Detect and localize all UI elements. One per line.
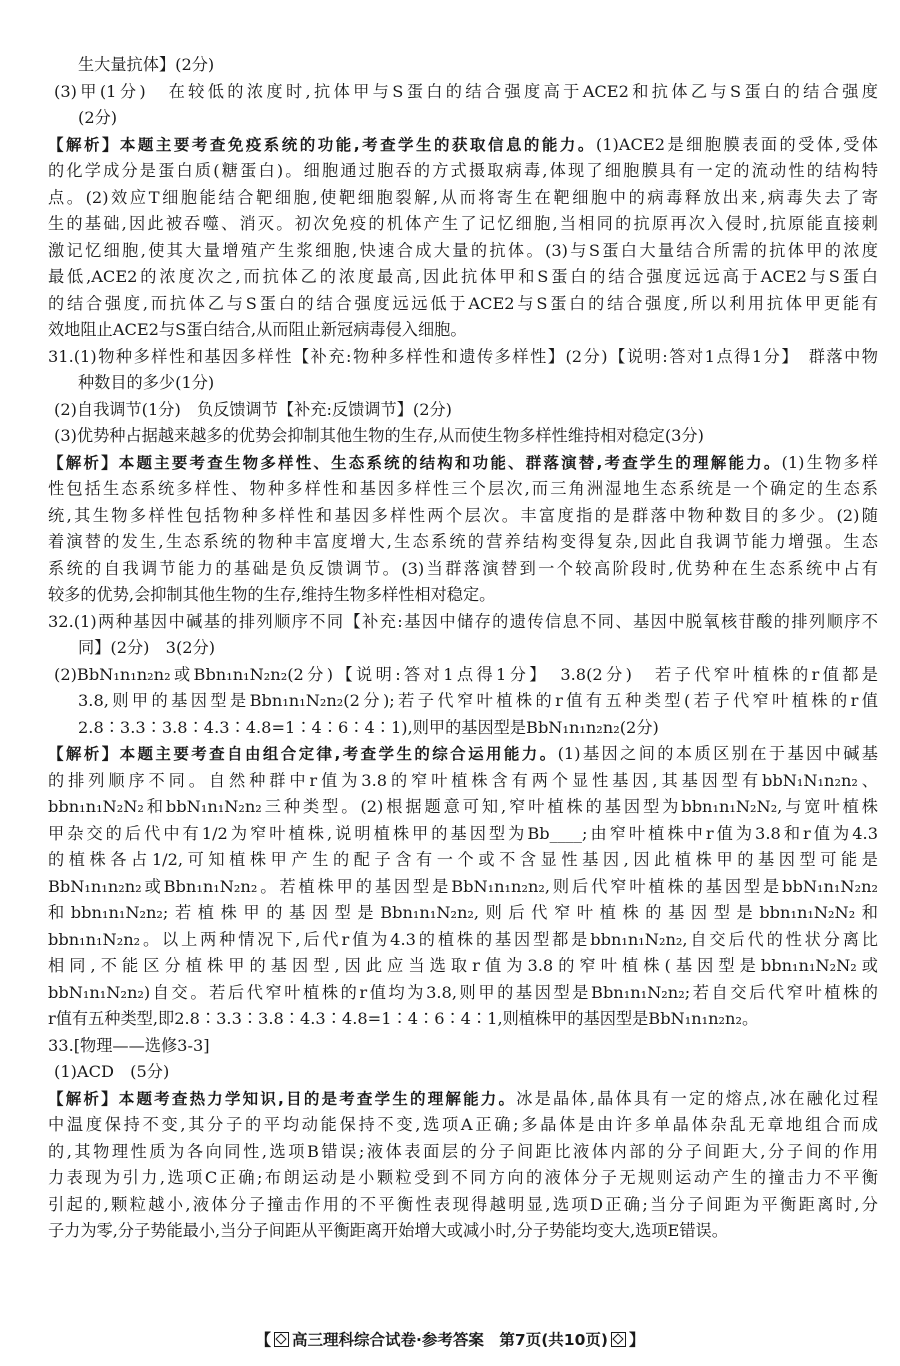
text-line bbox=[48, 158, 878, 185]
analysis-heading: 【解析】本题主要考查免疫系统的功能,考查学生的获取信息的能力。 bbox=[48, 135, 596, 154]
text-line bbox=[48, 1192, 878, 1219]
footer-left-bracket: 【 bbox=[255, 1331, 272, 1349]
text-line bbox=[48, 980, 878, 1007]
text-line bbox=[48, 52, 878, 79]
text-line bbox=[48, 529, 878, 556]
line-text: 效地阻止ACE2与S蛋白结合,从而阻止新冠病毒侵入细胞。 bbox=[48, 320, 467, 339]
line-text: 性包括生态系统多样性、物种多样性和基因多样性三个层次,而三角洲湿地生态系统是一个确定的生态系 bbox=[48, 479, 878, 498]
text-line bbox=[48, 609, 878, 636]
text-line bbox=[48, 556, 878, 583]
text-line bbox=[48, 662, 878, 689]
text-line bbox=[48, 741, 878, 768]
line-text: 生的基础,因此被吞噬、消灭。初次免疫的机体产生了记忆细胞,当相同的抗原再次入侵时,抗原能直接刺 bbox=[48, 214, 878, 233]
line-text: 统,其生物多样性包括物种多样性和基因多样性两个层次。丰富度指的是群落中物种数目的多少。(2)随 bbox=[48, 505, 878, 525]
line-text: 2.8∶3.3∶3.8∶4.3∶4.8=1∶4∶6∶4∶1),则甲的基因型是BbN₁n₁n₂n₂(2分) bbox=[78, 717, 659, 737]
line-text: 的结合强度,而抗体乙与S蛋白的结合强度远远低于ACE2与S蛋白的结合强度,所以利用抗体甲更能有 bbox=[48, 293, 878, 313]
line-text: 冰是晶体,晶体具有一定的熔点,冰在融化过程 bbox=[516, 1088, 878, 1108]
line-text: 最低,ACE2的浓度次之,而抗体乙的浓度最高,因此抗体甲和S蛋白的结合强度远远高于ACE2与S蛋白 bbox=[48, 267, 878, 286]
line-text: r值有五种类型,即2.8∶3.3∶3.8∶4.3∶4.8=1∶4∶6∶4∶1,则植株甲的基因型是BbN₁n₁n₂n₂。 bbox=[48, 1009, 759, 1028]
text-line bbox=[48, 821, 878, 848]
analysis-heading: 【解析】本题主要考查自由组合定律,考查学生的综合运用能力。 bbox=[48, 745, 558, 763]
text-line bbox=[48, 264, 878, 291]
line-text: 同】(2分) 3(2分) bbox=[78, 638, 216, 657]
line-text: bbn₁n₁N₂N₂和bbN₁n₁N₂n₂三种类型。(2)根据题意可知,窄叶植株的基因型为bbn₁n₁N₂N₂,与宽叶植株 bbox=[48, 797, 878, 816]
text-line bbox=[48, 1033, 878, 1060]
text-line bbox=[48, 1059, 878, 1086]
exam-logo-icon bbox=[611, 1332, 626, 1347]
line-text: 的,其物理性质为各向同性,选项B错误;液体表面层的分子间距比液体内部的分子间距大,分子间的作用 bbox=[48, 1141, 878, 1161]
line-text: BbN₁n₁n₂n₂或Bbn₁n₁N₂n₂。若植株甲的基因型是BbN₁n₁n₂n₂,则后代窄叶植株的基因型是bbN₁n₁N₂n₂ bbox=[48, 876, 878, 896]
line-text: 和bbn₁n₁N₂n₂;若植株甲的基因型是Bbn₁n₁N₂n₂,则后代窄叶植株的基因型是bbn₁n₁N₂N₂和 bbox=[48, 903, 878, 922]
line-text: bbn₁n₁N₂n₂。以上两种情况下,后代r值为4.3的植株的基因型都是bbn₁n₁N₂n₂,自交后代的性状分离比 bbox=[48, 929, 878, 949]
text-line bbox=[48, 476, 878, 503]
line-text: 3.8,则甲的基因型是Bbn₁n₁N₂n₂(2分);若子代窄叶植株的r值有五种类型(若子代窄叶植株的r值 bbox=[78, 691, 878, 710]
text-line bbox=[48, 688, 878, 715]
line-text: 点。(2)效应T细胞能结合靶细胞,使靶细胞裂解,从而将寄生在靶细胞中的病毒释放出来,病毒失去了寄 bbox=[48, 187, 878, 207]
text-line bbox=[48, 503, 878, 530]
line-text: 系统的自我调节能力的基础是负反馈调节。(3)当群落演替到一个较高阶段时,优势种在生态系统中占有 bbox=[48, 558, 878, 578]
line-text: 生大量抗体】(2分) bbox=[78, 55, 215, 74]
text-line bbox=[48, 79, 878, 106]
text-line bbox=[48, 635, 878, 662]
line-text: 着演替的发生,生态系统的物种丰富度增大,生态系统的营养结构变得复杂,因此自我调节能力增强。生态 bbox=[48, 532, 878, 551]
answer-content bbox=[48, 52, 878, 1245]
line-text: (3)优势种占据越来越多的优势会抑制其他生物的生存,从而使生物多样性维持相对稳定(3分) bbox=[54, 426, 704, 445]
line-text: 力表现为引力,选项C正确;布朗运动是小颗粒受到不同方向的液体分子无规则运动产生的撞击力不平衡 bbox=[48, 1168, 878, 1187]
text-line bbox=[48, 370, 878, 397]
text-line bbox=[48, 582, 878, 609]
text-line bbox=[48, 291, 878, 318]
text-line bbox=[48, 397, 878, 424]
line-text: (1)ACD (5分) bbox=[54, 1062, 170, 1081]
line-text: (1)基因之间的本质区别在于基因中碱基 bbox=[557, 744, 878, 763]
text-line bbox=[48, 344, 878, 371]
line-text: 的植株各占1/2,可知植株甲产生的配子含有一个或不含显性基因,因此植株甲的基因型可能是 bbox=[48, 850, 878, 869]
line-text: (3)甲(1分) 在较低的浓度时,抗体甲与S蛋白的结合强度高于ACE2和抗体乙与S蛋白的结合强度 bbox=[54, 81, 878, 101]
line-text: 相同,不能区分植株甲的基因型,因此应当选取r值为3.8的窄叶植株(基因型是bbn₁n₁N₂N₂或 bbox=[48, 956, 878, 975]
text-line bbox=[48, 238, 878, 265]
text-line bbox=[48, 317, 878, 344]
line-text: 种数目的多少(1分) bbox=[78, 373, 215, 392]
page-footer bbox=[0, 1328, 900, 1350]
text-line bbox=[48, 874, 878, 901]
line-text: bbN₁n₁N₂n₂)自交。若后代窄叶植株的r值均为3.8,则甲的基因型是Bbn₁n₁N₂n₂;若自交后代窄叶植株的 bbox=[48, 982, 878, 1002]
text-line bbox=[48, 953, 878, 980]
line-text: (1)生物多样 bbox=[781, 452, 878, 472]
text-line bbox=[48, 1112, 878, 1139]
text-line bbox=[48, 1086, 878, 1113]
text-line bbox=[48, 185, 878, 212]
text-line bbox=[48, 105, 878, 132]
text-line bbox=[48, 715, 878, 742]
line-text: 的排列顺序不同。自然种群中r值为3.8的窄叶植株含有两个显性基因,其基因型有bbN₁N₁n₂n₂、 bbox=[48, 770, 878, 790]
line-text: (2分) bbox=[78, 108, 118, 127]
line-text: 的化学成分是蛋白质(糖蛋白)。细胞通过胞吞的方式摄取病毒,体现了细胞膜具有一定的流动性的结构特 bbox=[48, 161, 878, 180]
line-text: 引起的,颗粒越小,液体分子撞击作用的不平衡性表现得越明显,选项D正确;当分子间距为平衡距离时,分 bbox=[48, 1194, 878, 1214]
footer-text: 高三理科综合试卷·参考答案 第7页(共10页) bbox=[292, 1331, 608, 1349]
text-line bbox=[48, 1165, 878, 1192]
line-text: 中温度保持不变,其分子的平均动能保持不变,选项A正确;多晶体是由许多单晶体杂乱无章地组合而成 bbox=[48, 1115, 878, 1134]
line-text: 33.[物理——选修3-3] bbox=[48, 1035, 210, 1055]
line-text: 甲杂交的后代中有1/2为窄叶植株,说明植株甲的基因型为Bb____;由窄叶植株中r值为3.8和r值为4.3 bbox=[48, 823, 878, 843]
text-line bbox=[48, 794, 878, 821]
line-text: (2)BbN₁n₁n₂n₂或Bbn₁n₁N₂n₂(2分)【说明:答对1点得1分】 3.8(2分) 若子代窄叶植株的r值都是 bbox=[54, 664, 878, 684]
text-line bbox=[48, 768, 878, 795]
line-text: (2)自我调节(1分) 负反馈调节【补充:反馈调节】(2分) bbox=[54, 399, 452, 419]
text-line bbox=[48, 211, 878, 238]
line-text: 31.(1)物种多样性和基因多样性【补充:物种多样性和遗传多样性】(2分)【说明:答对1点得1分】 群落中物 bbox=[48, 346, 878, 366]
footer-right-bracket: 】 bbox=[628, 1331, 645, 1349]
text-line bbox=[48, 1218, 878, 1245]
text-line bbox=[48, 132, 878, 159]
text-line bbox=[48, 927, 878, 954]
line-text: 激记忆细胞,使其大量增殖产生浆细胞,快速合成大量的抗体。(3)与S蛋白大量结合所需的抗体甲的浓度 bbox=[48, 240, 878, 260]
text-line bbox=[48, 1139, 878, 1166]
text-line bbox=[48, 423, 878, 450]
line-text: (1)ACE2是细胞膜表面的受体,受体 bbox=[595, 134, 878, 154]
text-line bbox=[48, 847, 878, 874]
text-line bbox=[48, 450, 878, 477]
analysis-heading: 【解析】本题考查热力学知识,目的是考查学生的理解能力。 bbox=[48, 1089, 517, 1108]
exam-logo-icon bbox=[274, 1332, 289, 1347]
line-text: 较多的优势,会抑制其他生物的生存,维持生物多样性相对稳定。 bbox=[48, 585, 496, 604]
text-line bbox=[48, 900, 878, 927]
line-text: 子力为零,分子势能最小,当分子间距从平衡距离开始增大或减小时,分子势能均变大,选项E错误。 bbox=[48, 1221, 728, 1240]
text-line bbox=[48, 1006, 878, 1033]
analysis-heading: 【解析】本题主要考查生物多样性、生态系统的结构和功能、群落演替,考查学生的理解能力。 bbox=[48, 453, 782, 472]
line-text: 32.(1)两种基因中碱基的排列顺序不同【补充:基因中储存的遗传信息不同、基因中脱氧核苷酸的排列顺序不 bbox=[48, 611, 878, 631]
